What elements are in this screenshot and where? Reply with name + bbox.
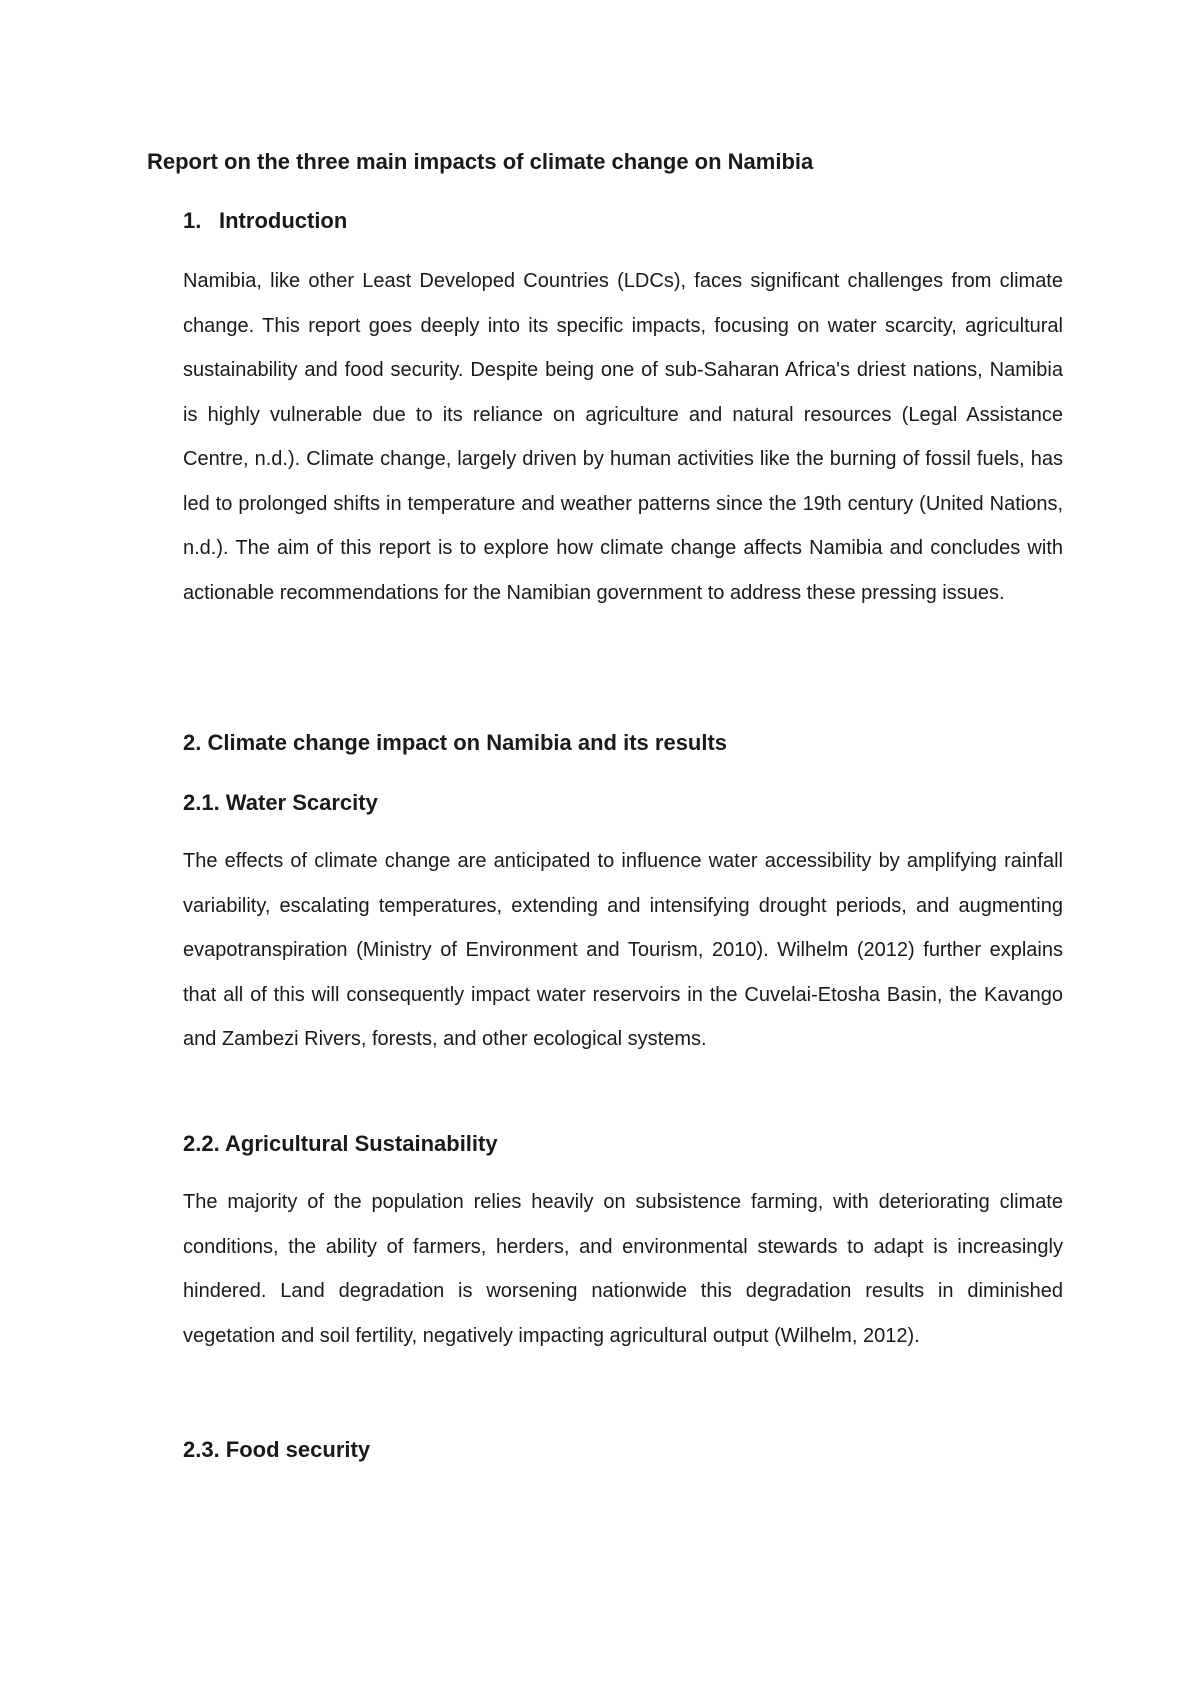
section-1-heading: [183, 207, 1063, 235]
section-2-3-heading: 2.3. Food security: [183, 1437, 371, 1462]
section-2-heading: 2. Climate change impact on Namibia and its results: [183, 730, 728, 755]
report-title: Report on the three main impacts of climate change on Namibia: [147, 149, 814, 174]
introduction-paragraph: Namibia, like other Least Developed Countries (LDCs), faces significant challenges from climate change. This report goes deeply into its specific impacts, focusing on water scarcity, agricultural sustainability and food security. Despite being one of sub-Saharan Africa's driest nations, Namibia is highly vulnerable due to its reliance on agriculture and natural resources (Legal Assistance Centre, n.d.). Climate change, largely driven by human activities like the burning of fossil fuels, has led to prolonged shifts in temperature and weather patterns since the 19th century (United Nations, n.d.). The aim of this report is to explore how climate change affects Namibia and concludes with actionable recommendations for the Namibian government to address these pressing issues.: [183, 270, 1063, 604]
section-1-number: 1.: [183, 208, 202, 233]
water-scarcity-paragraph: The effects of climate change are anticipated to influence water accessibility by amplifying rainfall variability, escalating temperatures, extending and intensifying drought periods, and augmenting evapotranspiration (Ministry of Environment and Tourism, 2010). Wilhelm (2012) further explains that all of this will consequently impact water reservoirs in the Cuvelai-Etosha Basin, the Kavango and Zambezi Rivers, forests, and other ecological systems.: [183, 850, 1063, 1050]
agricultural-sustainability-paragraph: The majority of the population relies heavily on subsistence farming, with deteriorating climate conditions, the ability of farmers, herders, and environmental stewards to adapt is increasingly hindered. Land degradation is worsening nationwide this degradation results in diminished vegetation and soil fertility, negatively impacting agricultural output (Wilhelm, 2012).: [183, 1191, 1063, 1347]
section-2-1-heading: 2.1. Water Scarcity: [183, 790, 378, 815]
section-2-2-heading: 2.2. Agricultural Sustainability: [183, 1131, 498, 1156]
section-1-title: Introduction: [219, 208, 348, 233]
